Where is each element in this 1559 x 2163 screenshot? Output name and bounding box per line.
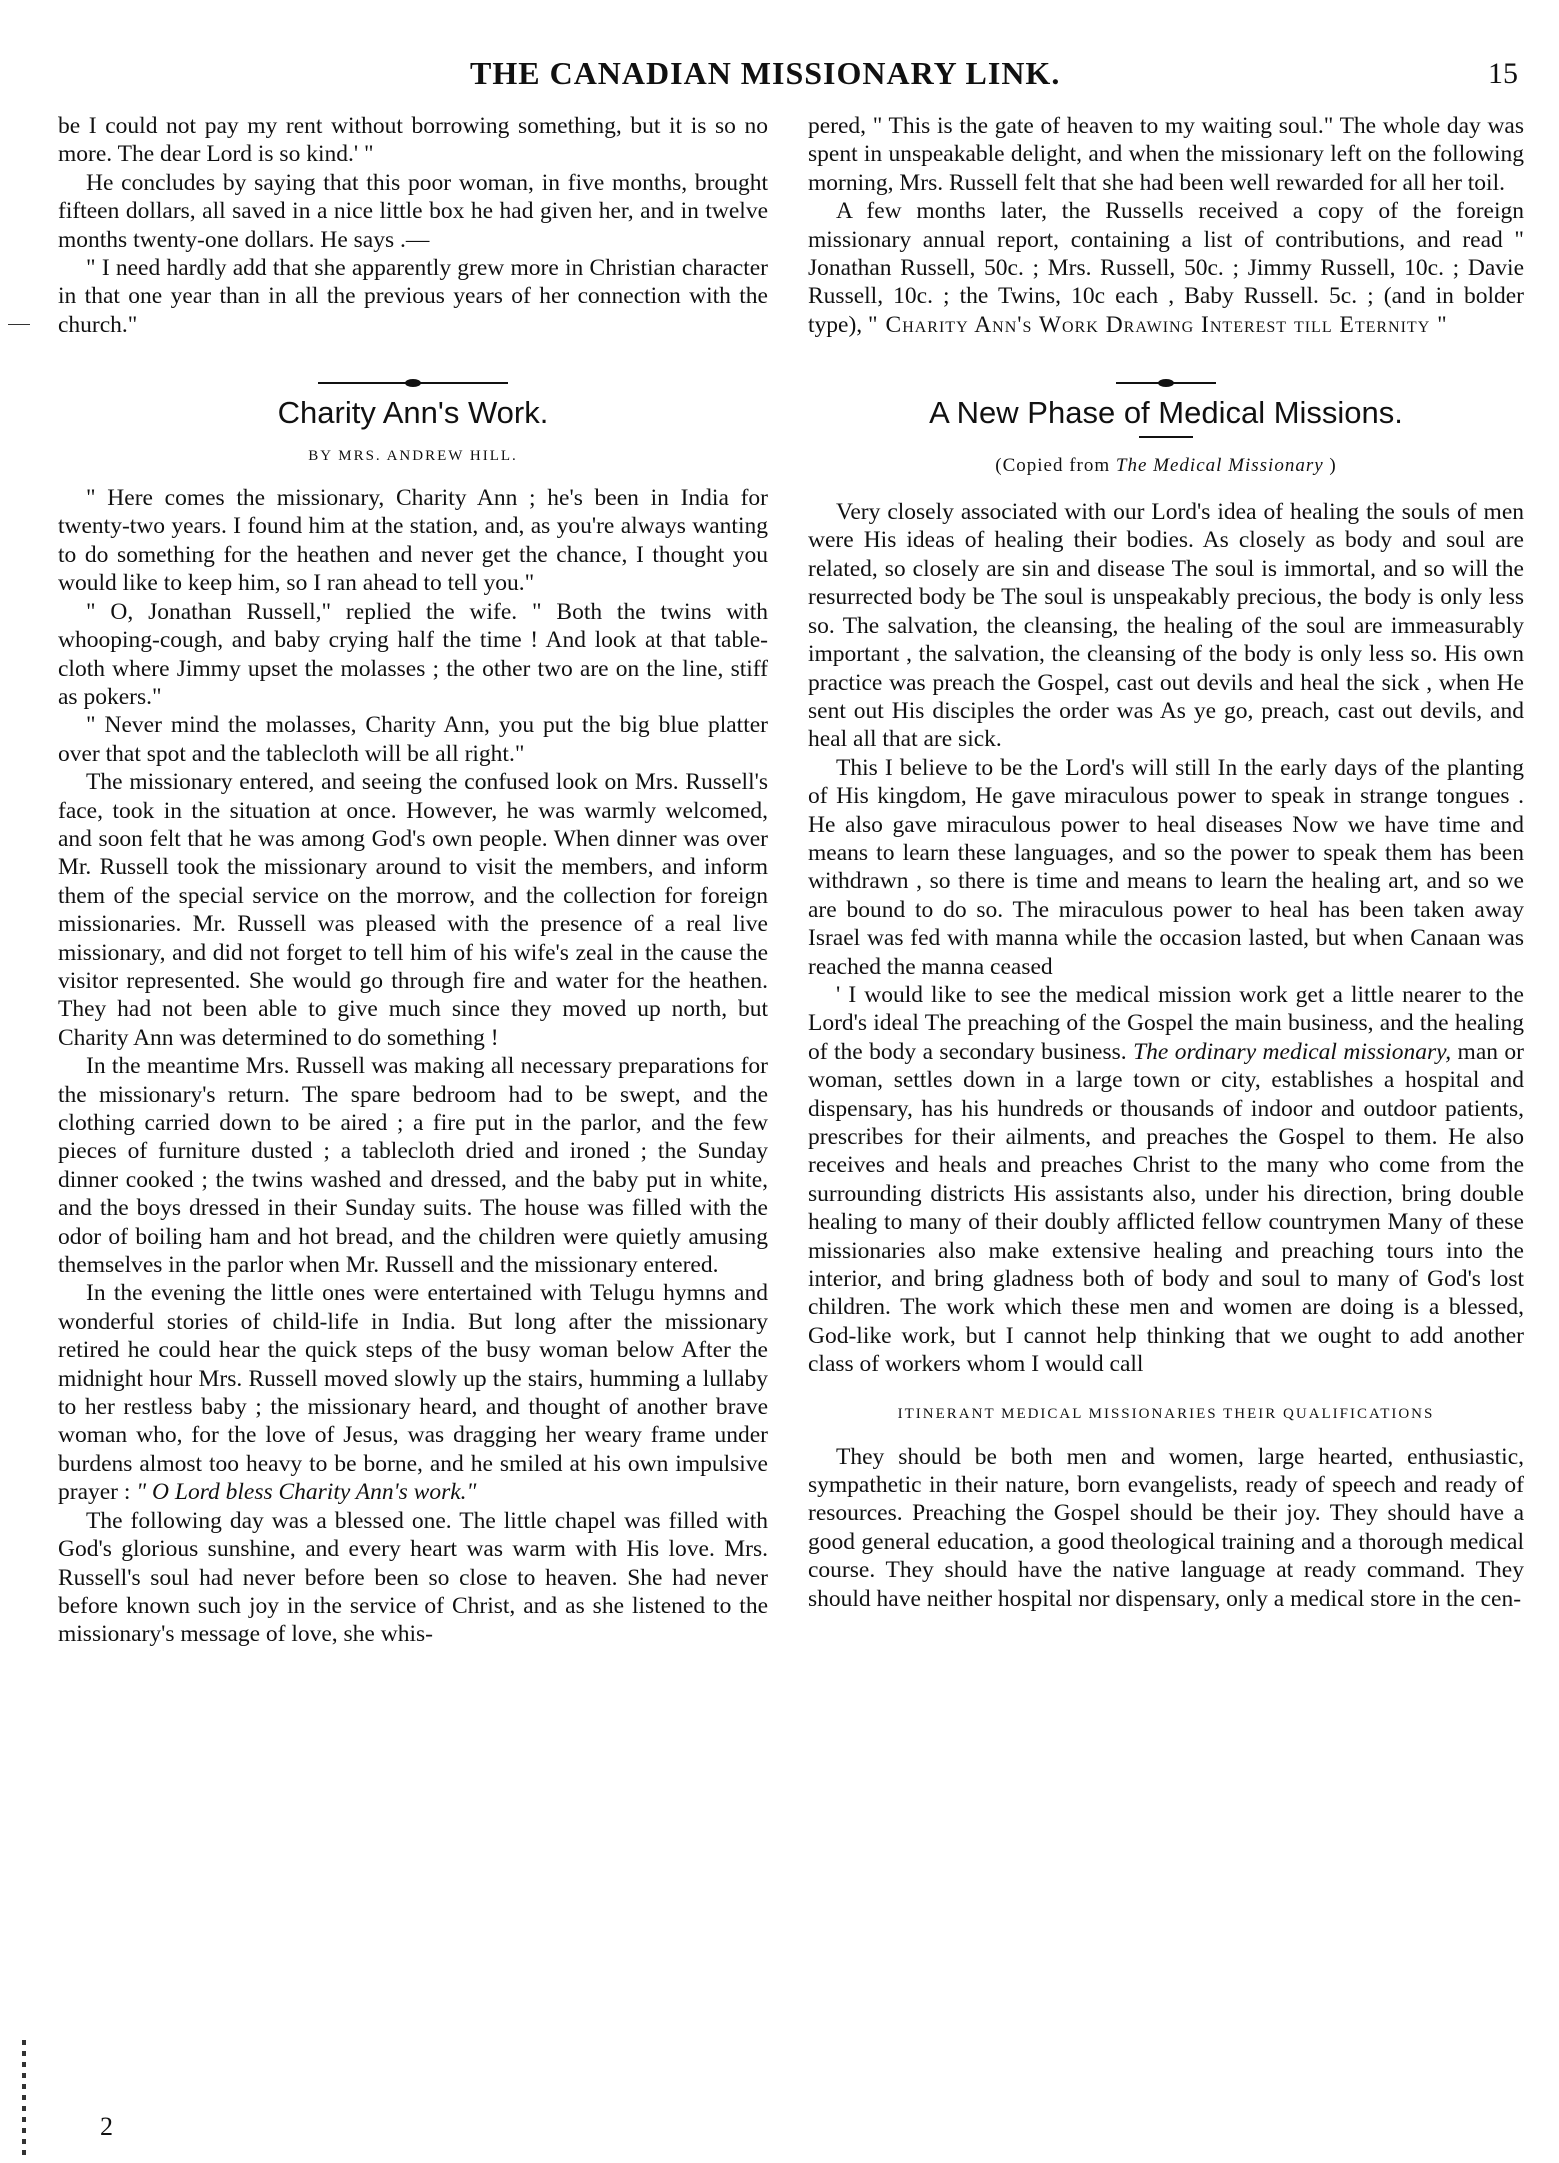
report-heading: " Charity Ann's Work Drawing Interest till Eternity " (868, 311, 1448, 338)
paragraph (58, 1279, 768, 1506)
source-suffix: ) (1329, 454, 1337, 476)
paragraph: The missionary entered, and seeing the confused look on Mrs. Russell's face, took in the situation at once. However, he was warmly welcomed, and soon felt that he was among God's own people. When dinner was over Mr. Russell took the missionary around to visit the members, and inform them of the special service on the morrow, and the collection for foreign missionaries. Mr. Russell was pleased with the presence of a real live missionary, and did not forget to tell him of his wife's zeal in the cause the visitor represented. She would go through fire and water for the heathen. They had not been able to give much since they moved up north, but Charity Ann was determined to do something ! (58, 769, 768, 1051)
paragraph (808, 981, 1524, 1379)
page-header (0, 55, 1559, 95)
paragraph: " O, Jonathan Russell," replied the wife. " Both the twins with whooping-cough, and baby crying half the time ! And look at that table-cloth where Jimmy upset the molasses ; the other two are on the line, stiff as pokers." (58, 598, 768, 710)
paragraph-text: man or woman, settles down in a large town or city, establishes a hospital and dispensary, has his hundreds or thousands of indoor and outdoor patients, prescribes for their ailments, and preaches the Gospel to them. He also receives and heals and preaches Christ to the many who come from the surrounding districts His assistants also, under his direction, bring double healing to many of their doubly afflicted fellow countrymen Many of these missionaries also make extensive healing and preaching tours into the interior, and bring gladness both of body and soul to many of God's lost children. The work which these men and women are doing is a blessed, God-like work, but I cannot help thinking that we ought to add another class of workers whom I would call (808, 1038, 1525, 1378)
continued-paragraph: be I could not pay my rent without borrowing something, but it is so no more. The dear Lord is so kind.' " (58, 113, 768, 168)
paragraph: In the meantime Mrs. Russell was making all necessary preparations for the missionary's return. The spare bedroom had to be swept, and the clothing carried down to be aired ; a fire put in the parlor, and the few pieces of furniture dusted ; a tablecloth dried and ironed ; the Sunday dinner cooked ; the twins washed and dressed, and the baby put in white, and the boys dressed in their Sunday suits. The house was filled with the odor of boiling ham and hot bread, and the children were quietly amusing themselves in the parlor when Mr. Russell and the missionary entered. (58, 1053, 768, 1279)
margin-dots (22, 2040, 26, 2160)
continued-paragraph: He concludes by saying that this poor woman, in five months, brought fifteen dollars, all saved in a nice little box he had given her, and in twelve months twenty-one dollars. He says .— (58, 169, 768, 253)
left-column (58, 112, 768, 1649)
source-prefix: (Copied from (995, 454, 1111, 476)
source-title: The Medical Missionary (1115, 454, 1324, 476)
prayer-quote: " O Lord bless Charity Ann's work." (136, 1479, 477, 1506)
paragraph: This I believe to be the Lord's will still In the early days of the planting of His kingdom, He gave miraculous power to speak in strange tongues . He also gave miraculous power to heal diseases Now we have time and means to learn these languages, and so the power to speak them has been withdrawn , so there is time and means to learn the healing art, and so we are bound to do so. The miraculous power to heal has been taken away Israel was fed with manna while the occasion lasted, but when Canaan was reached the manna ceased (808, 754, 1524, 980)
article-title-medical-missions: A New Phase of Medical Missions. (929, 395, 1403, 431)
subheading: ITINERANT MEDICAL MISSIONARIES THEIR QUALIFICATIONS (897, 1405, 1435, 1422)
paragraph (808, 197, 1524, 339)
title-rule (1139, 436, 1193, 438)
paragraph: They should be both men and women, large hearted, enthusiastic, sympathetic in their nature, born evangelists, ready of speech and ready of resources. Preaching the Gospel should be their joy. They should have a good general education, a good theological training and a thorough medical course. They should have the native language at ready command. They should have neither hospital nor dispensary, only a medical store in the cen- (808, 1443, 1524, 1612)
section-divider (808, 367, 1524, 381)
paragraph: " Never mind the molasses, Charity Ann, you put the big blue platter over that spot and the tablecloth will be all right." (58, 712, 768, 767)
byline: BY MRS. ANDREW HILL. (308, 447, 518, 464)
paragraph-text: A few months later, the Russells received a copy of the foreign missionary annual report, containing a list of contributions, and read " Jonathan Russell, 50c. ; Mrs. Russell, 50c. ; Jimmy Russell, 10c. ; Davie Russell, 10c. ; the Twins, 10c each , Baby Russell. 5c. ; (and in bolder type), (808, 198, 1524, 338)
right-column (808, 112, 1524, 1613)
section-divider (58, 367, 768, 381)
paragraph: Very closely associated with our Lord's idea of healing the souls of men were His ideas of healing their bodies. As closely as body and soul are related, so closely are sin and disease The soul is immortal, and so will the resurrected body be The soul is unspeakably precious, the body is only less so. The salvation, the cleansing, the healing of the soul are immeasurably important , the salvation, the cleansing of the body is only less so. His own practice was preach the Gospel, cast out devils and heal the sick , when He sent out His disciples the order was As ye go, preach, cast out devils, and heal all that are sick. (808, 499, 1524, 753)
paragraph-text: In the evening the little ones were entertained with Telugu hymns and wonderful stories of child-life in India. But long after the missionary retired he could hear the quick steps of the busy woman below After the midnight hour Mrs. Russell moved slowly up the stairs, humming a lullaby to her restless baby ; the missionary heard, and thought of another brave woman who, for the love of Jesus, was dragging her weary frame under burdens almost too heavy to be borne, and he smiled at his own impulsive prayer : (58, 1280, 768, 1506)
paragraph: " Here comes the missionary, Charity Ann ; he's been in India for twenty-two years. I found him at the station, and, as you're always wanting to do something for the heathen and never get the chance, I thought you would like to keep him, so I ran ahead to tell you." (58, 485, 768, 597)
paragraph: The following day was a blessed one. The little chapel was filled with God's glorious sunshine, and every heart was warm with His love. Mrs. Russell's soul had never before been so close to heaven. She had never before known such joy in the service of Christ, and as she listened to the missionary's message of love, she whis- (58, 1507, 768, 1648)
source-note (808, 452, 1524, 480)
italic-phrase: The ordinary medical missionary, (1133, 1038, 1452, 1065)
continued-paragraph: pered, " This is the gate of heaven to my waiting soul." The whole day was spent in unspeakable delight, and when the missionary left on the following morning, Mrs. Russell felt that she had been well rewarded for all her toil. (808, 113, 1524, 196)
article-title-charity-ann: Charity Ann's Work. (277, 395, 549, 431)
signature-mark: 2 (100, 2112, 113, 2141)
publication-title: THE CANADIAN MISSIONARY LINK. (470, 55, 1061, 91)
continued-paragraph: " I need hardly add that she apparently grew more in Christian character in that one year than in all the previous years of her connection with the church." (58, 255, 768, 338)
margin-mark (8, 324, 30, 325)
paragraph-text: ' I would like to see the medical mission work get a little nearer to the Lord's ideal The preaching of the Gospel the main business, and the healing of the body a secondary business. (808, 981, 1524, 1065)
page-number: 15 (1488, 57, 1518, 90)
